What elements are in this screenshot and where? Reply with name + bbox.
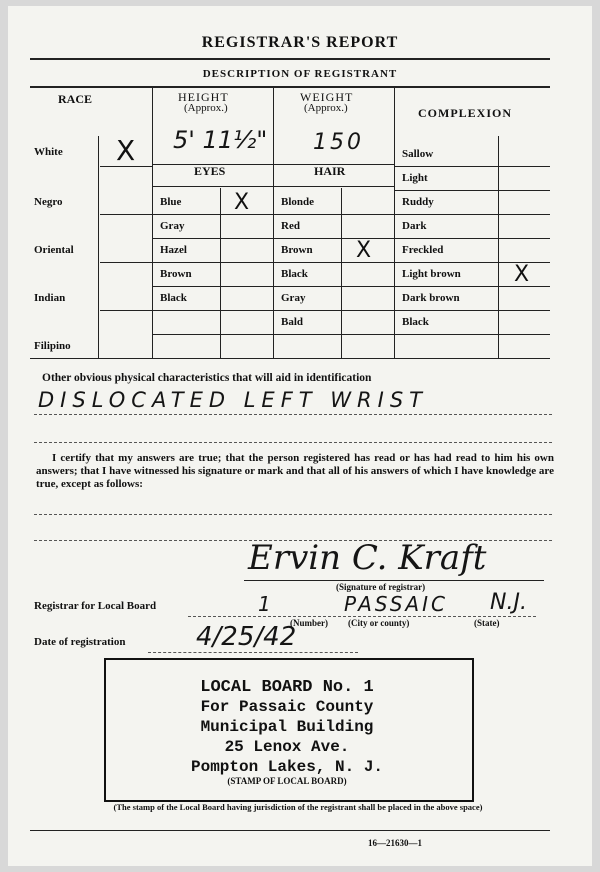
divider-race — [152, 88, 153, 358]
divider-check-complexion — [498, 136, 499, 358]
city-caption: (City or county) — [348, 618, 410, 628]
complexion-row-rule — [394, 238, 550, 239]
hair-row-rule — [273, 238, 394, 239]
title-rule — [30, 58, 550, 60]
complexion-row-rule — [394, 310, 550, 311]
hair-row-rule — [273, 262, 394, 263]
complexion-freckled: Freckled — [402, 244, 444, 256]
weight-heading: WEIGHT — [300, 90, 354, 104]
race-filipino: Filipino — [34, 340, 71, 352]
date-label: Date of registration — [34, 636, 126, 648]
complexion-dark-brown: Dark brown — [402, 292, 460, 304]
complexion-row-rule — [394, 334, 550, 335]
complexion-dark: Dark — [402, 220, 427, 232]
race-row-rule — [100, 262, 152, 263]
hair-row-rule — [273, 286, 394, 287]
footer-rule — [30, 830, 550, 831]
eyes-hazel: Hazel — [160, 244, 187, 256]
local-board-label: Registrar for Local Board — [34, 600, 157, 612]
eyes-blue-check: X — [234, 190, 250, 215]
date-value: 4/25/42 — [196, 622, 297, 652]
complexion-sallow: Sallow — [402, 148, 434, 160]
eyes-black: Black — [160, 292, 187, 304]
hair-brown-check: X — [356, 238, 372, 263]
stamp-line-2: For Passaic County — [200, 698, 374, 716]
table-top-rule — [30, 86, 550, 88]
description-heading: DESCRIPTION OF REGISTRANT — [202, 68, 398, 80]
stamp-line-3: Municipal Building — [200, 718, 374, 736]
complexion-ruddy: Ruddy — [402, 196, 434, 208]
signature-caption: (Signature of registrar) — [336, 582, 426, 592]
local-board-state: N.J. — [490, 590, 527, 615]
complexion-heading: COMPLEXION — [418, 106, 512, 120]
registrar-signature: Ervin C. Kraft — [248, 538, 487, 578]
registration-card — [8, 6, 592, 866]
characteristics-line — [34, 414, 552, 415]
stamp-line-5: Pompton Lakes, N. J. — [190, 758, 384, 776]
eyes-row-rule — [152, 310, 273, 311]
certification-line — [34, 514, 552, 515]
eyes-row-rule — [152, 286, 273, 287]
hair-brown: Brown — [281, 244, 313, 256]
race-oriental: Oriental — [34, 244, 74, 256]
hair-heading: HAIR — [314, 164, 346, 178]
hair-row-rule — [273, 310, 394, 311]
height-heading: HEIGHT — [178, 90, 229, 104]
stamp-caption: (STAMP OF LOCAL BOARD) — [227, 776, 347, 786]
height-value: 5' 11½" — [173, 126, 268, 154]
hair-blonde: Blonde — [281, 196, 315, 208]
date-line — [148, 652, 358, 653]
complexion-light: Light — [402, 172, 428, 184]
hair-row-rule — [273, 214, 394, 215]
eyes-heading: EYES — [194, 164, 226, 178]
hair-red: Red — [281, 220, 300, 232]
complexion-row-rule — [394, 190, 550, 191]
eyes-row-rule — [152, 238, 273, 239]
signature-line — [244, 580, 544, 581]
local-board-number: 1 — [258, 592, 271, 616]
eyes-brown: Brown — [160, 268, 192, 280]
complexion-light-brown-check: X — [514, 262, 530, 287]
hair-row-rule — [273, 334, 394, 335]
number-caption: (Number) — [290, 618, 328, 628]
race-white: White — [34, 146, 63, 158]
certification-text: I certify that my answers are true; that the person registered has read or has had read to him his own answers; that I have witnessed his signature or mark and that all of his answers of which I have knowledge are true, except as follows: — [36, 452, 554, 490]
divider-weight — [394, 88, 395, 358]
local-board-city: PASSAIC — [344, 592, 448, 616]
eyes-hair-rule — [152, 186, 394, 187]
race-indian: Indian — [34, 292, 66, 304]
eyes-row-rule — [152, 262, 273, 263]
eyes-row-rule — [152, 214, 273, 215]
weight-value: 150 — [313, 130, 364, 155]
complexion-row-rule — [394, 166, 550, 167]
hair-gray: Gray — [281, 292, 306, 304]
local-board-line — [188, 616, 536, 617]
stamp-note: (The stamp of the Local Board having jurisdiction of the registrant shall be placed in the above space) — [113, 802, 483, 812]
complexion-row-rule — [394, 214, 550, 215]
characteristics-value: DISLOCATED LEFT WRIST — [38, 388, 428, 412]
weight-approx: (Approx.) — [304, 102, 348, 114]
stamp-line-1: LOCAL BOARD No. 1 — [200, 678, 374, 697]
race-negro: Negro — [34, 196, 63, 208]
characteristics-line — [34, 442, 552, 443]
report-title: REGISTRAR'S REPORT — [201, 34, 399, 51]
eyes-blue: Blue — [160, 196, 182, 208]
divider-check-race — [98, 136, 99, 358]
form-number: 16—21630—1 — [368, 838, 422, 848]
race-row-rule — [100, 310, 152, 311]
race-heading: RACE — [58, 92, 93, 106]
characteristics-label: Other obvious physical characteristics that will aid in identification — [42, 372, 372, 384]
race-white-check: X — [116, 134, 136, 167]
complexion-black: Black — [402, 316, 429, 328]
state-caption: (State) — [474, 618, 500, 628]
hair-black: Black — [281, 268, 308, 280]
eyes-row-rule — [152, 334, 273, 335]
divider-height — [273, 88, 274, 358]
race-row-rule — [100, 214, 152, 215]
hair-bald: Bald — [281, 316, 304, 328]
complexion-light-brown: Light brown — [402, 268, 461, 280]
table-bottom-rule — [30, 358, 550, 359]
height-approx: (Approx.) — [184, 102, 228, 114]
stamp-line-4: 25 Lenox Ave. — [224, 738, 350, 756]
eyes-gray: Gray — [160, 220, 185, 232]
height-weight-rule — [152, 164, 394, 165]
